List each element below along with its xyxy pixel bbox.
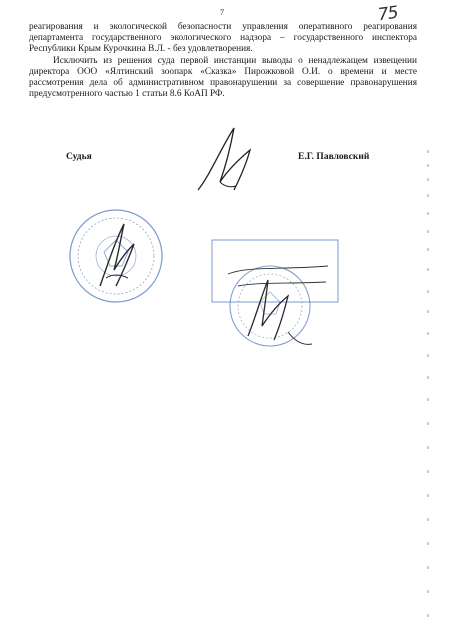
court-seal-icon [58, 204, 178, 314]
judge-name: Е.Г. Павловский [298, 152, 370, 162]
scan-edge-marks [418, 150, 438, 630]
handwritten-page-number: 75 [376, 2, 399, 26]
judge-signature-icon [190, 120, 260, 200]
judge-label: Судья [66, 152, 92, 162]
paragraph-1: реагирования и экологической безопасности управления оперативного реагирования департамента государственного экологического надзора – государственного инспектора Республики Крым Курочкина В.Л. - без удовлетворения. [29, 22, 417, 54]
page-number: 7 [220, 8, 224, 17]
document-body [29, 22, 417, 100]
certification-stamp-icon [208, 236, 346, 356]
paragraph-2: Исключить из решения суда первой инстанции выводы о ненадлежащем извещении директора ООО «Ялтинский зоопарк «Сказка» Пирожковой О.И. о времени и месте рассмотрения дела об административном правонарушении за совершение правонарушения предусмотренного частью 1 статьи 8.6 КоАП РФ. [29, 56, 417, 99]
